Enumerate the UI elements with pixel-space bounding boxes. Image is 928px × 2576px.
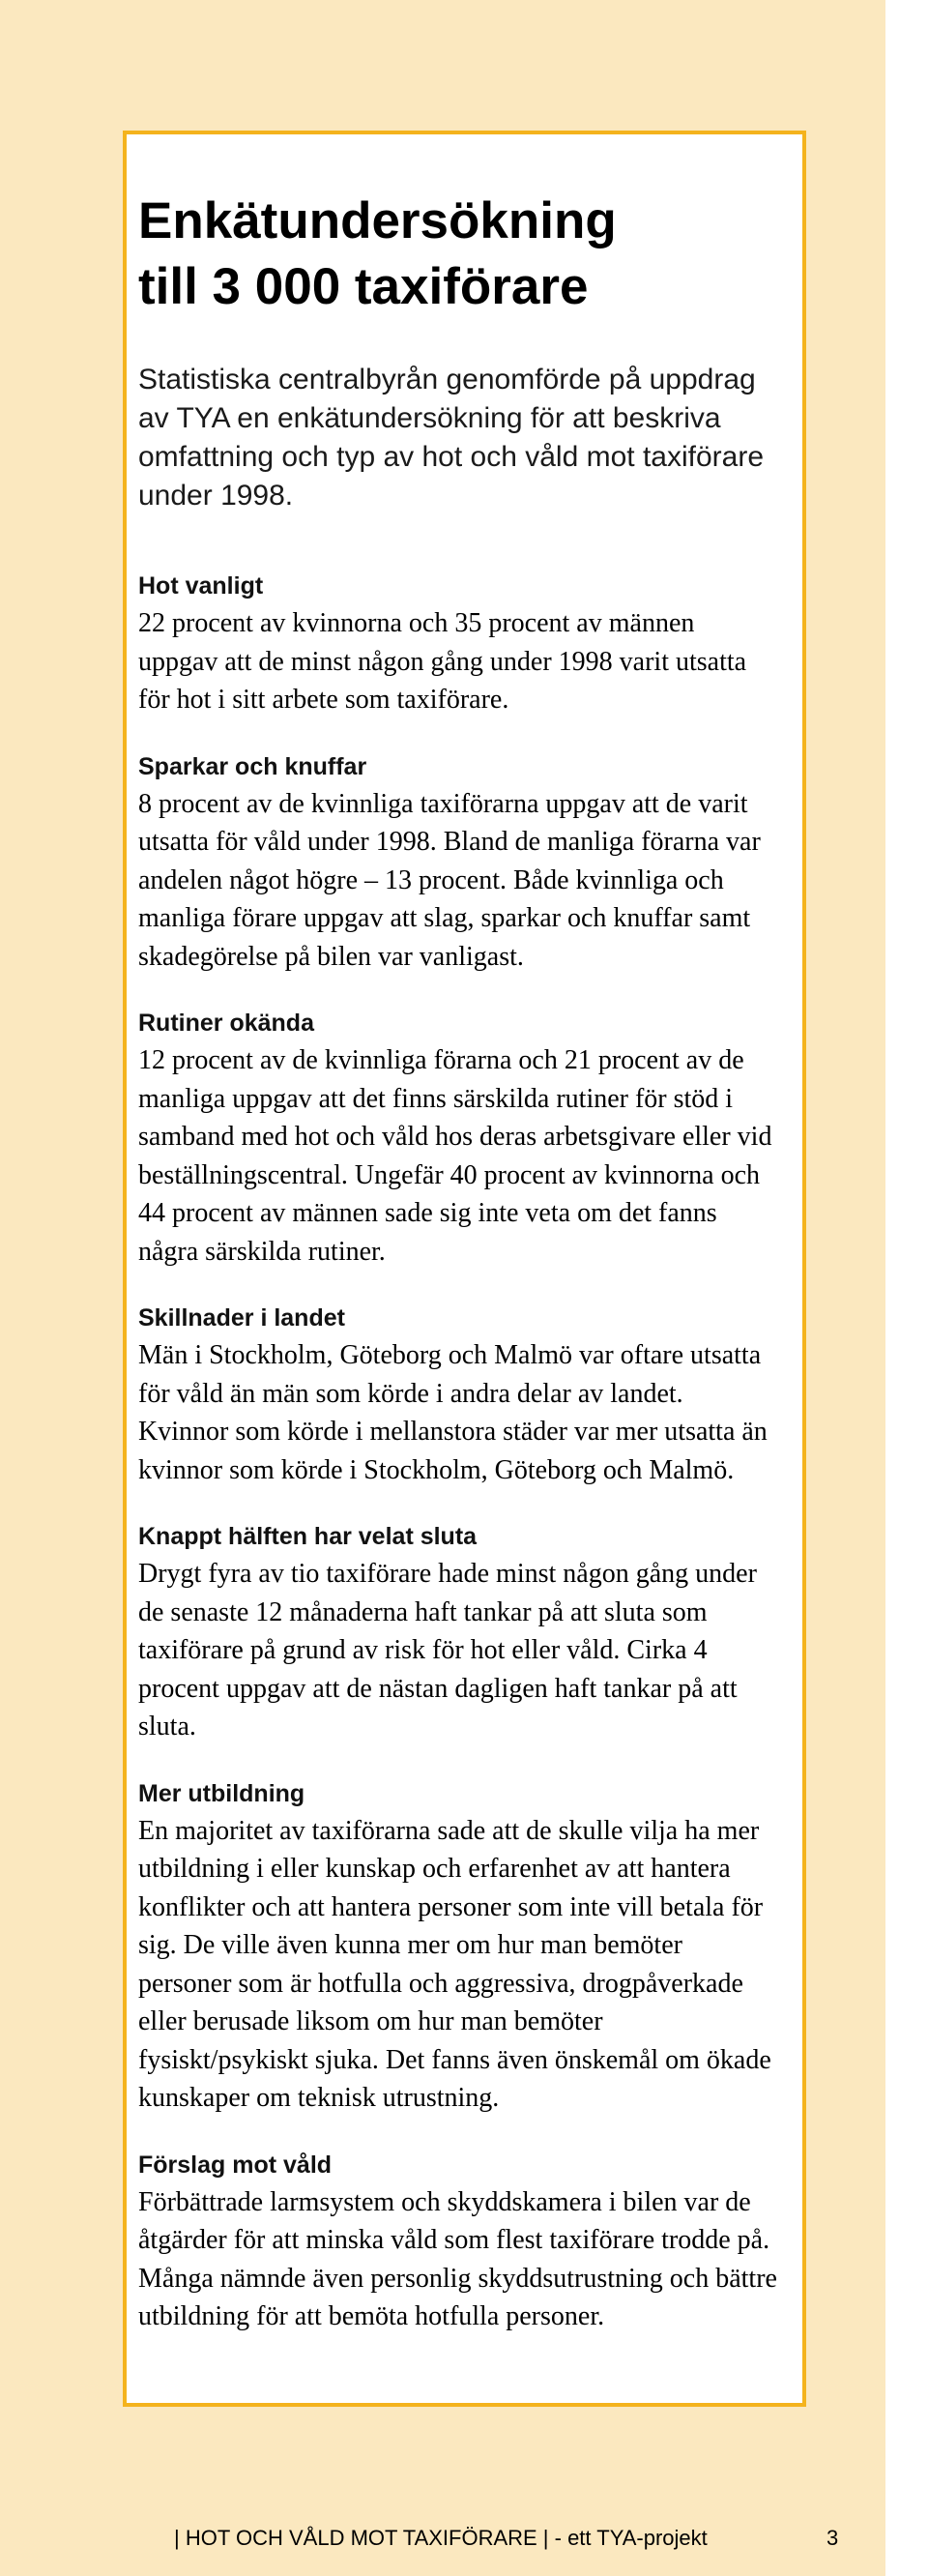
section-rutiner-okanda [138,1007,777,1271]
section-heading: Mer utbildning [138,1779,305,1807]
section-body: Förbättrade larmsystem och skyddskamera i bilen var de åtgärder för att minska våld som flest taxiförare trodde på. Många nämnde även personlig skyddsutrustning och bättre utbildning för att bemöta hotfulla personer. [138,2186,777,2331]
title-line-2: till 3 000 taxiförare [138,258,589,315]
section-body: 8 procent av de kvinnliga taxiförarna uppgav att de varit utsatta för våld under 1998. Bland de manliga förarna var andelen något högre – 13 procent. Både kvinnliga och manliga förare uppgav att slag, sparkar och knuffar samt skadegörelse på bilen var vanligast. [138,788,761,972]
page-number: 3 [826,2526,839,2550]
section-body: 12 procent av de kvinnliga förarna och 21 procent av de manliga uppgav att det finns särskilda rutiner för stöd i samband med hot och våld hos deras arbetsgivare eller vid beställningscentral. Ungefär 40 procent av kvinnorna och 44 procent av männen sade sig inte veta om det fanns några särskilda rutiner. [138,1045,772,1267]
section-heading: Knappt hälften har velat sluta [138,1523,478,1550]
intro-paragraph: Statistiska centralbyrån genomförde på uppdrag av TYA en enkätundersökning för att beskriva omfattning och typ av hot och våld mot taxiförare under 1998. [138,364,765,512]
section-mer-utbildning [138,1777,777,2118]
section-sparkar-och-knuffar [138,750,777,977]
section-heading: Skillnader i landet [138,1304,345,1332]
running-footer: | HOT OCH VÅLD MOT TAXIFÖRARE | - ett TYA-projekt [174,2526,708,2550]
section-skillnader-i-landet [138,1302,777,1489]
page-title [138,189,777,320]
section-heading: Sparkar och knuffar [138,752,367,780]
section-body: 22 procent av kvinnorna och 35 procent av männen uppgav att de minst någon gång under 1998 varit utsatta för hot i sitt arbete som taxiförare. [138,608,747,715]
section-hot-vanligt [138,570,777,719]
section-knappt-halften [138,1520,777,1746]
section-heading: Rutiner okända [138,1010,314,1037]
section-body: Drygt fyra av tio taxiförare hade minst någon gång under de senaste 12 månaderna haft tankar på att sluta som taxiförare på grund av risk för hot eller våld. Cirka 4 procent uppgav att de nästan dagligen haft tankar på att sluta. [138,1559,757,1742]
section-heading: Förslag mot våld [138,2151,333,2179]
section-forslag-mot-vald [138,2149,777,2336]
section-heading: Hot vanligt [138,572,264,600]
section-body: Män i Stockholm, Göteborg och Malmö var oftare utsatta för våld än män som körde i andra delar av landet. Kvinnor som körde i mellanstora städer var mer utsatta än kvinnor som körde i Stockholm, Göteborg och Malmö. [138,1340,768,1485]
info-box [123,131,806,2407]
title-line-1: Enkätundersökning [138,192,617,249]
section-body: En majoritet av taxiförarna sade att de skulle vilja ha mer utbildning i eller kunskap och erfarenhet av att hantera konflikter och att hantera personer som inte vill betala för sig. De ville även kunna mer om hur man bemöter personer som är hotfulla och aggressiva, drogpåverkade eller berusade liksom om hur man bemöter fysiskt/psykiskt sjuka. Det fanns även önskemål om ökade kunskaper om teknisk utrustning. [138,1815,771,2113]
